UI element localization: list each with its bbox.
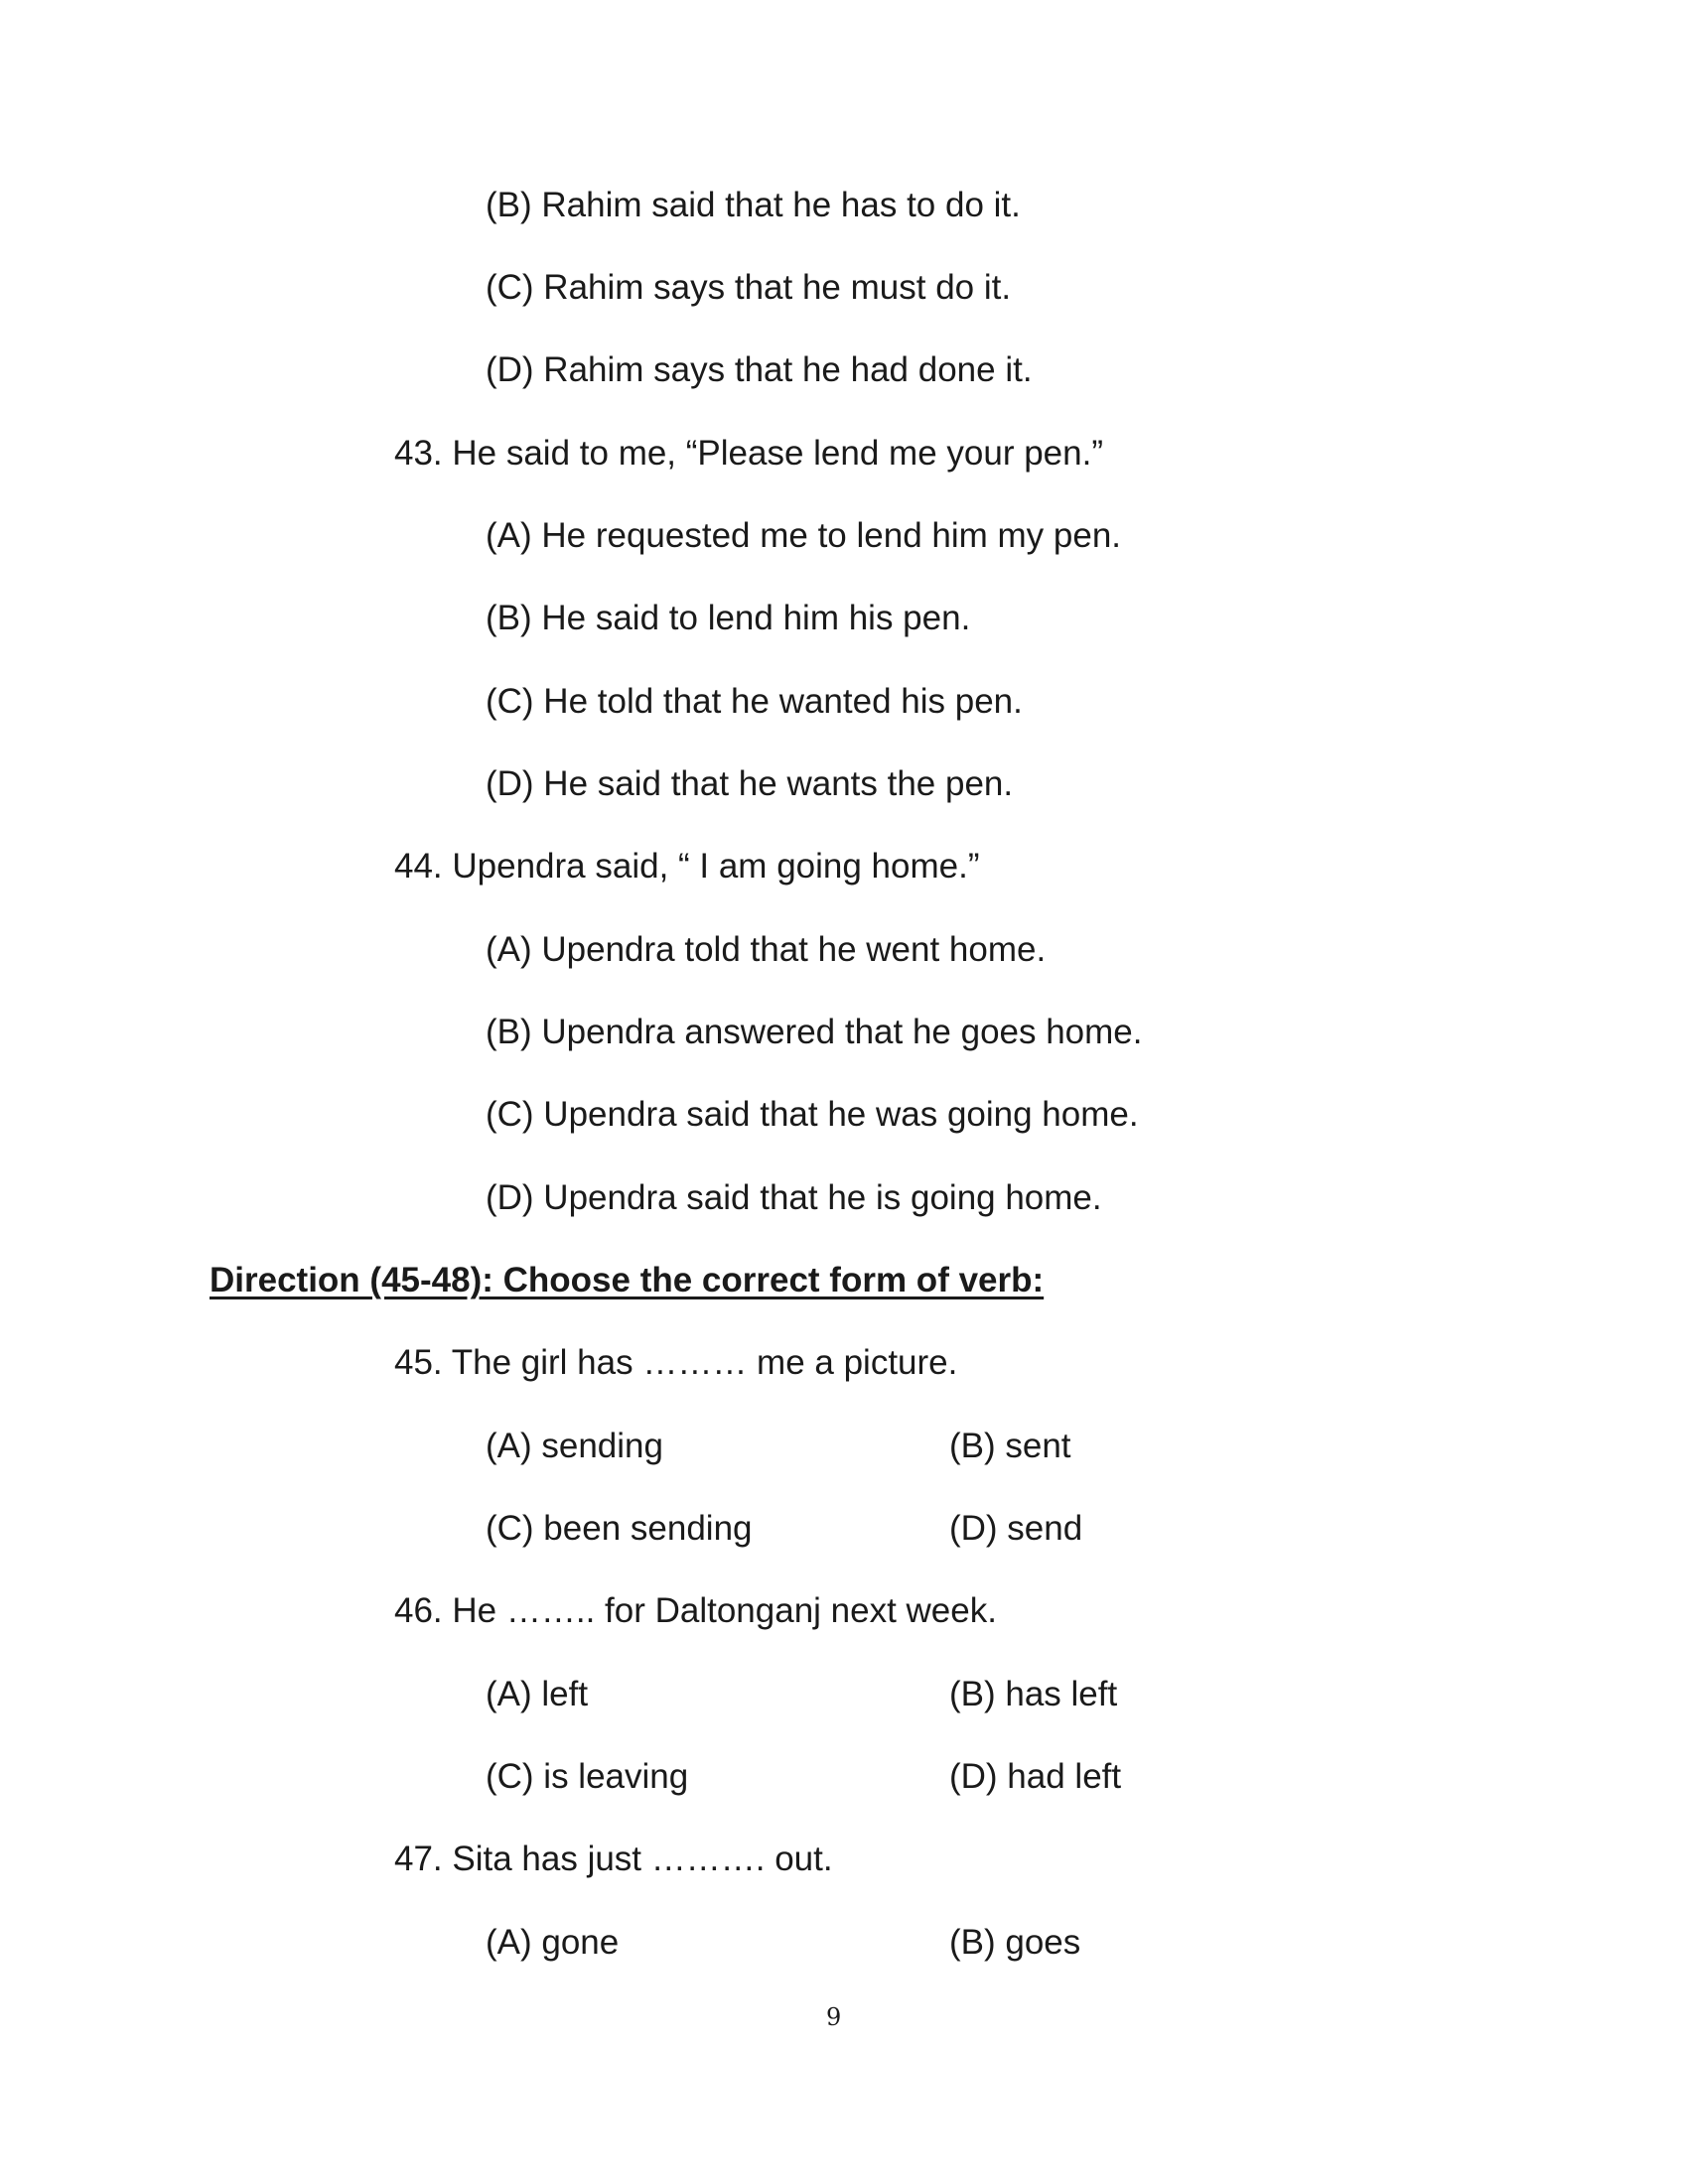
direction-heading: Direction (45-48): Choose the correct form of verb: — [210, 1261, 1045, 1299]
option-42-c: (C) Rahim says that he must do it. — [486, 268, 1012, 307]
option-45-c: (C) been sending — [486, 1509, 753, 1548]
option-45-d: (D) send — [949, 1509, 1083, 1548]
page-number: 9 — [826, 2003, 842, 2031]
option-43-c: (C) He told that he wanted his pen. — [486, 682, 1023, 721]
option-44-c: (C) Upendra said that he was going home. — [486, 1095, 1139, 1134]
option-43-b: (B) He said to lend him his pen. — [486, 599, 971, 637]
option-46-b: (B) has left — [949, 1675, 1118, 1713]
option-42-d: (D) Rahim says that he had done it. — [486, 350, 1033, 389]
option-44-b: (B) Upendra answered that he goes home. — [486, 1013, 1143, 1051]
option-46-c: (C) is leaving — [486, 1757, 689, 1796]
option-42-b: (B) Rahim said that he has to do it. — [486, 186, 1021, 224]
option-43-d: (D) He said that he wants the pen. — [486, 764, 1014, 803]
option-46-d: (D) had left — [949, 1757, 1122, 1796]
option-47-b: (B) goes — [949, 1923, 1081, 1962]
option-45-b: (B) sent — [949, 1427, 1071, 1465]
option-45-a: (A) sending — [486, 1427, 663, 1465]
question-47-text: 47. Sita has just ………. out. — [394, 1840, 833, 1878]
option-46-a: (A) left — [486, 1675, 589, 1713]
question-43-text: 43. He said to me, “Please lend me your pen.” — [394, 434, 1103, 473]
question-45-text: 45. The girl has ……… me a picture. — [394, 1343, 958, 1382]
question-44-text: 44. Upendra said, “ I am going home.” — [394, 847, 980, 886]
option-44-a: (A) Upendra told that he went home. — [486, 930, 1047, 969]
option-44-d: (D) Upendra said that he is going home. — [486, 1178, 1102, 1217]
question-46-text: 46. He …….. for Daltonganj next week. — [394, 1591, 997, 1630]
option-47-a: (A) gone — [486, 1923, 620, 1962]
option-43-a: (A) He requested me to lend him my pen. — [486, 516, 1122, 555]
